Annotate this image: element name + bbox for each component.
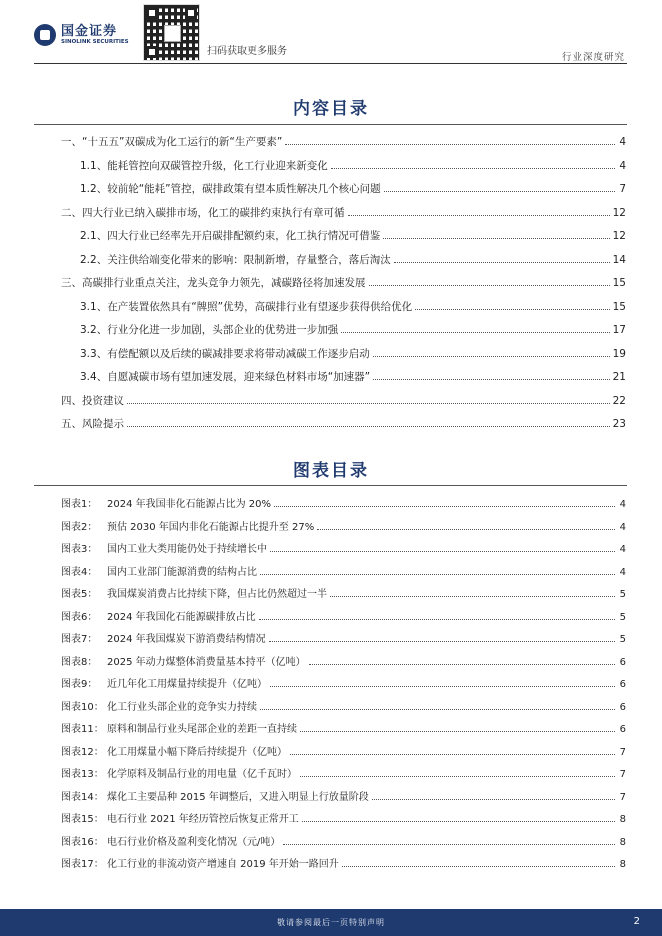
figure-entry-label: 图表11： bbox=[61, 724, 104, 735]
figure-entry[interactable] bbox=[61, 518, 626, 534]
figure-entry-label: 图表4： bbox=[61, 566, 98, 578]
toc-entry-page: 17 bbox=[612, 324, 626, 336]
figure-entry-page: 8 bbox=[619, 859, 626, 870]
figure-entry-label: 图表15： bbox=[61, 814, 104, 825]
toc-entry[interactable] bbox=[80, 299, 626, 315]
toc-entry-page: 19 bbox=[612, 347, 626, 360]
figure-entry-page: 4 bbox=[619, 521, 626, 533]
toc-title: 内容目录 bbox=[293, 99, 369, 119]
dot-leader bbox=[373, 378, 610, 380]
dot-leader bbox=[259, 618, 615, 620]
toc-entry[interactable] bbox=[61, 393, 626, 409]
toc-entry-title: 五、风险提示 bbox=[61, 418, 124, 430]
figure-entry-page: 6 bbox=[619, 724, 626, 735]
toc-entry[interactable] bbox=[80, 252, 626, 268]
dot-leader bbox=[415, 308, 610, 310]
dot-leader bbox=[348, 214, 610, 216]
figure-entry-title: 煤化工主要品种 2015 年调整后，又进入明显上行放量阶段 bbox=[107, 791, 369, 803]
figure-entry-page: 5 bbox=[619, 611, 626, 623]
figure-entry-label: 图表2： bbox=[61, 521, 98, 533]
figure-entry-title: 化工行业的非流动资产增速自 2019 年开始一路回升 bbox=[107, 859, 339, 870]
dot-leader bbox=[341, 331, 609, 333]
dot-leader bbox=[372, 798, 615, 800]
figure-entry-title: 预估 2030 年国内非化石能源占比提升至 27% bbox=[107, 521, 315, 533]
figures-divider bbox=[34, 485, 627, 486]
disclaimer-note: 敬请参阅最后一页特别声明 bbox=[277, 918, 385, 927]
toc-entry[interactable] bbox=[80, 228, 626, 244]
toc-entry-page: 4 bbox=[619, 136, 626, 148]
figure-entry[interactable] bbox=[61, 833, 626, 849]
dot-leader bbox=[127, 425, 610, 427]
figure-entry-page: 7 bbox=[619, 791, 626, 803]
dot-leader bbox=[283, 843, 615, 845]
figure-entry[interactable] bbox=[61, 563, 626, 579]
figure-entry-label: 图表1： bbox=[61, 499, 98, 510]
figure-entry-page: 8 bbox=[619, 836, 626, 848]
report-type: 行业深度研究 bbox=[562, 52, 626, 63]
figure-entry-label: 图表16： bbox=[61, 836, 104, 848]
figure-entry-page: 5 bbox=[619, 589, 626, 600]
figure-entry-title: 2025 年动力煤整体消费量基本持平（亿吨） bbox=[107, 656, 306, 668]
dot-leader bbox=[270, 550, 615, 552]
figure-entry-title: 2024 年我国化石能源碳排放占比 bbox=[107, 611, 256, 623]
figure-entry-label: 图表7： bbox=[61, 634, 98, 645]
toc-entry[interactable] bbox=[80, 346, 626, 362]
dot-leader bbox=[300, 730, 615, 732]
dot-leader bbox=[270, 685, 615, 687]
toc-entry-title: 三、高碳排行业重点关注，龙头竞争力领先，减碳路径将加速发展 bbox=[61, 277, 366, 289]
figure-entry-title: 近几年化工用煤量持续提升（亿吨） bbox=[107, 679, 267, 690]
dot-leader bbox=[342, 865, 615, 867]
figure-entry-label: 图表9： bbox=[61, 679, 98, 690]
dot-leader bbox=[384, 190, 615, 192]
toc-entry-page: 14 bbox=[612, 253, 626, 266]
figure-entry-title: 电石行业 2021 年经历管控后恢复正常开工 bbox=[107, 814, 299, 825]
dot-leader bbox=[373, 355, 610, 357]
toc-entry[interactable] bbox=[61, 205, 626, 221]
figure-entry[interactable] bbox=[61, 788, 626, 804]
page-header bbox=[0, 0, 662, 62]
figure-entry-label: 图表12： bbox=[61, 746, 104, 758]
dot-leader bbox=[309, 663, 615, 665]
toc-entry[interactable] bbox=[61, 416, 626, 432]
figure-entry-label: 图表13： bbox=[61, 769, 104, 780]
toc-entry[interactable] bbox=[80, 158, 626, 174]
figure-entry-label: 图表10： bbox=[61, 701, 104, 713]
dot-leader bbox=[274, 505, 615, 507]
figure-entry-title: 化工行业头部企业的竞争实力持续 bbox=[107, 701, 257, 713]
sinolink-logo-icon bbox=[34, 24, 56, 46]
figure-entry[interactable] bbox=[61, 810, 626, 826]
toc-entry[interactable] bbox=[80, 181, 626, 197]
figure-entry-page: 7 bbox=[619, 746, 626, 758]
qr-caption: 扫码获取更多服务 bbox=[207, 46, 287, 57]
figure-entry-label: 图表5： bbox=[61, 589, 98, 600]
toc-entry-title: 3.4、自愿减碳市场有望加速发展，迎来绿色材料市场“加速器” bbox=[80, 371, 371, 383]
figure-entry-page: 5 bbox=[619, 634, 626, 645]
logo-english-name: SINOLINK SECURITIES bbox=[61, 38, 129, 45]
toc-entry-page: 15 bbox=[612, 300, 626, 313]
toc-entry-page: 12 bbox=[612, 206, 626, 219]
toc-entry-page: 4 bbox=[619, 159, 626, 172]
dot-leader bbox=[300, 775, 615, 777]
dot-leader bbox=[290, 753, 615, 755]
dot-leader bbox=[330, 595, 615, 597]
toc-entry-page: 7 bbox=[619, 183, 626, 195]
dot-leader bbox=[369, 284, 610, 286]
dot-leader bbox=[260, 708, 615, 710]
figure-entry-label: 图表14： bbox=[61, 791, 104, 803]
figure-entry-title: 2024 年我国非化石能源占比为 20% bbox=[107, 499, 272, 510]
figure-entry-title: 国内工业部门能源消费的结构占比 bbox=[107, 566, 257, 578]
figure-entry-page: 6 bbox=[619, 701, 626, 713]
figure-entry-title: 国内工业大类用能仍处于持续增长中 bbox=[107, 544, 267, 555]
figure-entry-title: 我国煤炭消费占比持续下降，但占比仍然超过一半 bbox=[107, 589, 327, 600]
toc-entry-title: 四、投资建议 bbox=[61, 394, 124, 407]
dot-leader bbox=[127, 402, 610, 404]
dot-leader bbox=[383, 237, 609, 239]
figure-entry-title: 化工用煤量小幅下降后持续提升（亿吨） bbox=[107, 746, 287, 758]
figure-entry[interactable] bbox=[61, 855, 626, 871]
toc-entry-page: 15 bbox=[612, 277, 626, 289]
toc-entry-title: 1.2、较前轮“能耗”管控，碳排政策有望本质性解决几个核心问题 bbox=[80, 183, 381, 195]
toc-entry[interactable] bbox=[80, 369, 626, 385]
figure-entry-title: 2024 年我国煤炭下游消费结构情况 bbox=[107, 634, 266, 645]
toc-entry[interactable] bbox=[61, 134, 626, 150]
figure-entry-label: 图表3： bbox=[61, 544, 98, 555]
figure-entry-label: 图表6： bbox=[61, 611, 98, 623]
toc-entry-title: 一、“十五五”双碳成为化工运行的新“生产要素” bbox=[61, 136, 283, 148]
figure-entry[interactable] bbox=[61, 540, 626, 556]
page-footer bbox=[0, 909, 662, 936]
toc-entry[interactable] bbox=[61, 275, 626, 291]
figure-entry[interactable] bbox=[61, 675, 626, 691]
dot-leader bbox=[269, 640, 615, 642]
header-divider bbox=[34, 63, 627, 64]
sinolink-logo bbox=[34, 24, 129, 46]
figure-entry[interactable] bbox=[61, 585, 626, 601]
dot-leader bbox=[302, 820, 615, 822]
figure-entry[interactable] bbox=[61, 630, 626, 646]
figure-entry-page: 4 bbox=[619, 499, 626, 510]
figure-entry[interactable] bbox=[61, 765, 626, 781]
page-number: 2 bbox=[633, 916, 640, 927]
dot-leader bbox=[394, 261, 610, 263]
toc-entry-title: 2.2、关注供给端变化带来的影响：限制新增，存量整合，落后淘汰 bbox=[80, 253, 391, 266]
dot-leader bbox=[317, 528, 615, 530]
toc-entry-page: 22 bbox=[612, 394, 626, 407]
dot-leader bbox=[285, 143, 615, 145]
figure-entry-title: 原料和制品行业头尾部企业的差距一直持续 bbox=[107, 724, 297, 735]
toc-entry-title: 3.2、行业分化进一步加剧，头部企业的优势进一步加强 bbox=[80, 324, 339, 336]
toc-entry-page: 23 bbox=[612, 418, 626, 430]
toc-entry-title: 1.1、能耗管控向双碳管控升级，化工行业迎来新变化 bbox=[80, 159, 328, 172]
figure-entry-label: 图表17： bbox=[61, 859, 104, 870]
toc-entry-title: 2.1、四大行业已经率先开启碳排配额约束，化工执行情况可借鉴 bbox=[80, 230, 381, 242]
figure-entry[interactable] bbox=[61, 608, 626, 624]
figure-entry-page: 6 bbox=[619, 679, 626, 690]
qr-code-icon[interactable] bbox=[143, 4, 200, 61]
figure-entry[interactable] bbox=[61, 653, 626, 669]
toc-entry-title: 3.1、在产装置依然具有“牌照”优势，高碳排行业有望逐步获得供给优化 bbox=[80, 300, 413, 313]
figure-entry-title: 电石行业价格及盈利变化情况（元/吨） bbox=[107, 836, 281, 848]
toc-entry-title: 二、四大行业已纳入碳排市场，化工的碳排约束执行有章可循 bbox=[61, 206, 345, 219]
toc-entry[interactable] bbox=[80, 322, 626, 338]
toc-entry-title: 3.3、有偿配额以及后续的碳减排要求将带动减碳工作逐步启动 bbox=[80, 347, 370, 360]
figure-entry-page: 6 bbox=[619, 656, 626, 668]
toc-entry-page: 12 bbox=[612, 230, 626, 242]
figure-entry-label: 图表8： bbox=[61, 656, 98, 668]
toc-entry-page: 21 bbox=[612, 371, 626, 383]
figure-entry[interactable] bbox=[61, 495, 626, 511]
figures-title: 图表目录 bbox=[293, 461, 369, 481]
toc-divider bbox=[34, 124, 627, 125]
figure-entry-page: 8 bbox=[619, 814, 626, 825]
figure-entry-title: 化学原料及制品行业的用电量（亿千瓦时） bbox=[107, 769, 297, 780]
figure-entry-page: 4 bbox=[619, 566, 626, 578]
logo-chinese-name: 国金证券 bbox=[61, 23, 118, 39]
dot-leader bbox=[331, 167, 615, 169]
dot-leader bbox=[260, 573, 615, 575]
figure-entry[interactable] bbox=[61, 743, 626, 759]
figure-entry-page: 4 bbox=[619, 544, 626, 555]
figure-entry-page: 7 bbox=[619, 769, 626, 780]
figure-entry[interactable] bbox=[61, 720, 626, 736]
figure-entry[interactable] bbox=[61, 698, 626, 714]
